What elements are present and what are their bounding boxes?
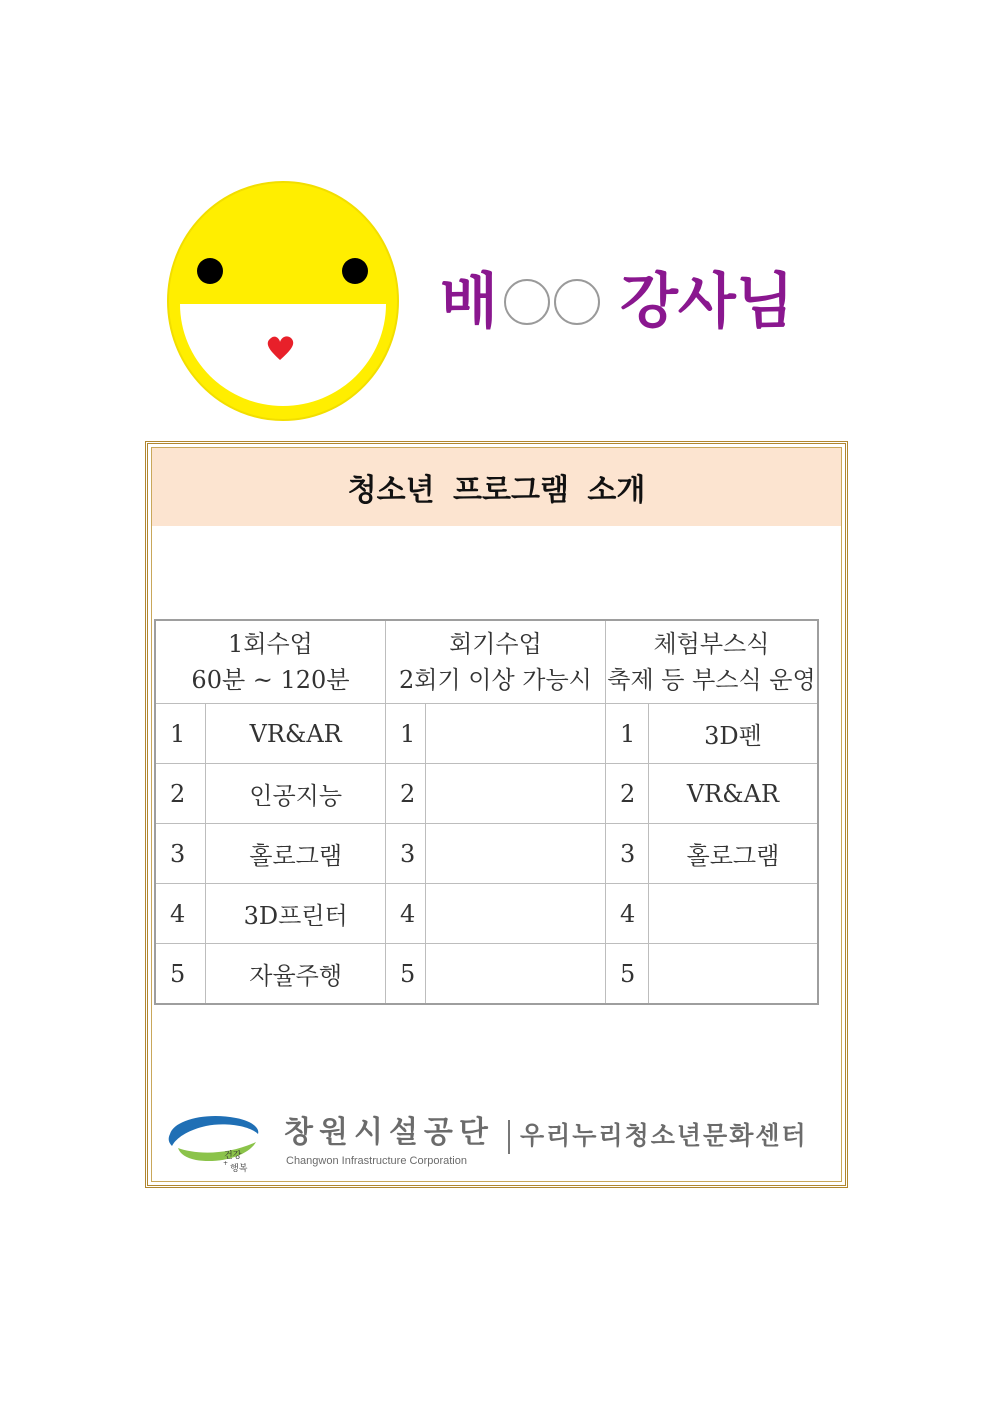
logo-text-bottom: 행복 (230, 1164, 248, 1174)
program-title: 청소년 프로그램 소개 (152, 448, 841, 526)
row-number: 4 (385, 884, 425, 944)
program-item (425, 884, 605, 944)
program-item: 홀로그램 (206, 824, 386, 884)
column-header-multi-session (385, 620, 605, 704)
column-header-line: 1회수업 (228, 630, 313, 658)
row-number: 5 (155, 944, 206, 1005)
row-number: 1 (605, 704, 648, 764)
row-number: 1 (155, 704, 206, 764)
row-number: 5 (605, 944, 648, 1005)
row-number: 3 (385, 824, 425, 884)
smiley-face-illustration (166, 180, 400, 422)
row-number: 3 (155, 824, 206, 884)
column-header-line: 60분 ~ 120분 (191, 666, 350, 694)
program-item (648, 884, 818, 944)
column-header-line: 2회기 이상 가능시 (399, 666, 592, 694)
program-item: 3D펜 (648, 704, 818, 764)
masked-name-circle (504, 279, 550, 325)
row-number: 4 (605, 884, 648, 944)
program-item: VR&AR (206, 704, 386, 764)
program-item: 인공지능 (206, 764, 386, 824)
program-item: 3D프린터 (206, 884, 386, 944)
column-header-booth (605, 620, 818, 704)
changwon-corporation-logo (166, 1112, 266, 1174)
row-number: 1 (385, 704, 425, 764)
column-header-line: 회기수업 (449, 630, 542, 658)
row-number: 5 (385, 944, 425, 1005)
table-row (155, 704, 818, 764)
program-item: 홀로그램 (648, 824, 818, 884)
table-header-row (155, 620, 818, 704)
program-item (648, 944, 818, 1005)
instructor-name (440, 267, 794, 337)
table-row (155, 824, 818, 884)
footer-divider (508, 1120, 510, 1154)
program-item (425, 704, 605, 764)
table-row (155, 764, 818, 824)
masked-name-circle (554, 279, 600, 325)
center-name: 우리누리청소년문화센터 (520, 1121, 808, 1150)
org-name: 창원시설공단 (284, 1115, 494, 1150)
program-item: VR&AR (648, 764, 818, 824)
row-number: 3 (605, 824, 648, 884)
row-number: 2 (385, 764, 425, 824)
instructor-surname: 배 (440, 267, 498, 337)
program-item: 자율주행 (206, 944, 386, 1005)
column-header-line: 축제 등 부스식 운영 (607, 666, 816, 694)
row-number: 2 (605, 764, 648, 824)
program-item (425, 764, 605, 824)
table-row (155, 884, 818, 944)
logo-text-top: 건강 (224, 1151, 242, 1161)
instructor-title: 강사님 (619, 267, 794, 337)
column-header-single-session (155, 620, 385, 704)
table-row (155, 944, 818, 1005)
program-item (425, 944, 605, 1005)
program-table (154, 619, 819, 1005)
program-item (425, 824, 605, 884)
column-header-line: 체험부스식 (653, 630, 770, 658)
org-name-english: Changwon Infrastructure Corporation (286, 1155, 467, 1167)
logo-text-plus: + (223, 1160, 229, 1167)
row-number: 4 (155, 884, 206, 944)
row-number: 2 (155, 764, 206, 824)
